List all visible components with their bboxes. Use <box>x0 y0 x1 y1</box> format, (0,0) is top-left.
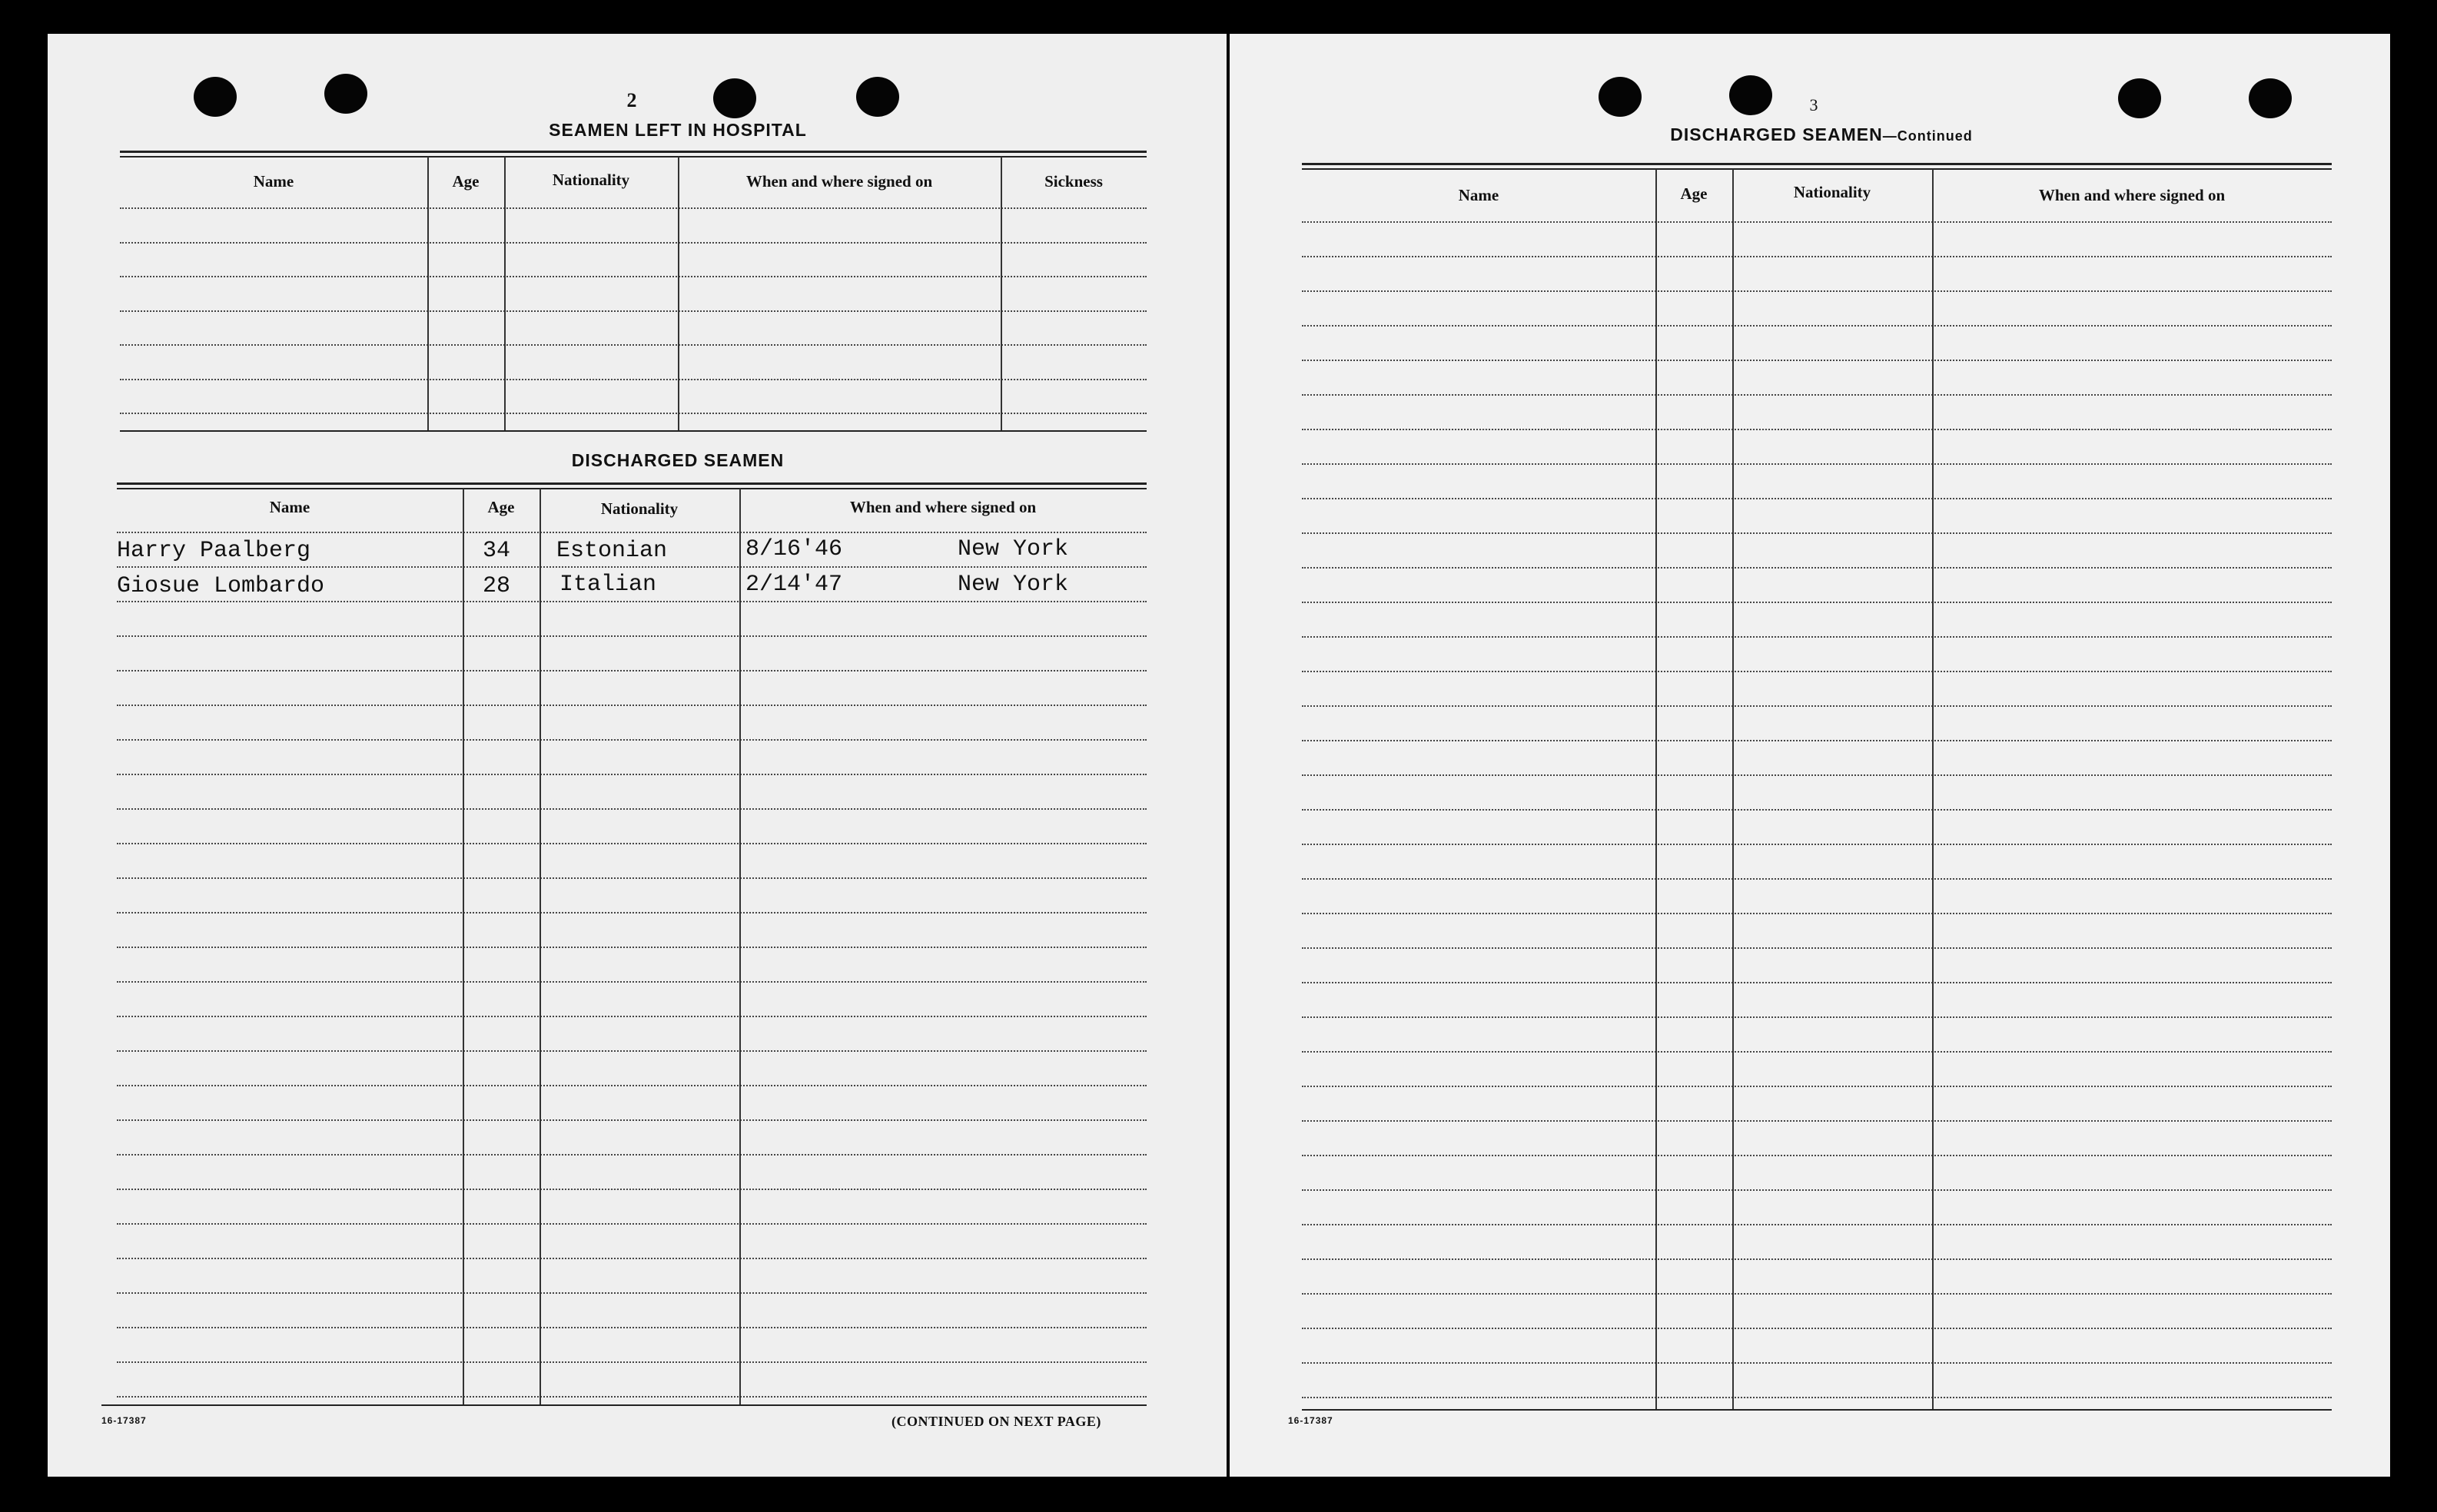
ruled-line <box>117 670 1147 671</box>
right-page <box>1230 34 2390 1477</box>
hospital-header-age: Age <box>452 172 480 191</box>
ruled-line <box>1302 809 2332 811</box>
ruled-line <box>117 1396 1147 1398</box>
ruled-line <box>117 566 1147 568</box>
ruled-line <box>117 635 1147 637</box>
discharged-header-signed-on: When and where signed on <box>849 498 1037 516</box>
ruled-line <box>1302 290 2332 292</box>
ruled-line <box>1302 740 2332 741</box>
ruled-line <box>1302 947 2332 949</box>
ruled-line <box>1302 1293 2332 1295</box>
punch-hole <box>194 77 237 117</box>
header-name: Name <box>1458 186 1499 204</box>
ruled-line <box>120 413 1147 414</box>
ruled-line <box>117 739 1147 741</box>
header-signed-on: When and where signed on <box>2038 186 2226 204</box>
ruled-line <box>120 207 1147 209</box>
row-1-name: Harry Paalberg <box>117 538 311 564</box>
continued-note: (CONTINUED ON NEXT PAGE) <box>891 1414 1101 1429</box>
hospital-table-top-rule-2 <box>120 156 1147 158</box>
ruled-line <box>120 344 1147 346</box>
ruled-line <box>1302 429 2332 430</box>
ruled-line <box>1302 1258 2332 1260</box>
ruled-line <box>1302 1224 2332 1225</box>
ruled-line <box>1302 1155 2332 1156</box>
hospital-header-nationality: Nationality <box>552 171 630 189</box>
ruled-line <box>117 774 1147 775</box>
discharged-table-top-rule-2 <box>117 488 1147 489</box>
row-1-place: New York <box>958 536 1069 562</box>
ruled-line <box>120 310 1147 312</box>
ruled-line <box>1302 1016 2332 1018</box>
ruled-line <box>1302 636 2332 638</box>
ruled-line <box>117 1050 1147 1052</box>
page-title <box>1552 124 2090 145</box>
discharged-table-bottom-rule <box>101 1404 1147 1406</box>
ruled-line <box>1302 878 2332 880</box>
column-divider <box>427 157 429 430</box>
ruled-line <box>1302 602 2332 603</box>
table-top-rule <box>1302 163 2332 165</box>
hospital-table-top-rule <box>120 151 1147 153</box>
hospital-table-bottom-rule <box>120 430 1147 432</box>
column-divider <box>504 157 506 430</box>
column-divider <box>1001 157 1002 430</box>
ruled-line <box>117 1189 1147 1190</box>
row-2-place: New York <box>958 572 1069 598</box>
row-1-age: 34 <box>483 538 511 564</box>
hospital-header-name: Name <box>253 172 294 191</box>
row-2-date: 2/14'47 <box>745 572 843 598</box>
ruled-line <box>120 276 1147 277</box>
ruled-line <box>1302 325 2332 327</box>
page-number: 2 <box>626 89 637 111</box>
row-2-nationality: Italian <box>559 572 657 598</box>
ruled-line <box>1302 463 2332 465</box>
ruled-line <box>1302 1120 2332 1122</box>
column-divider <box>739 489 741 1404</box>
punch-hole <box>1599 77 1642 117</box>
ruled-line <box>1302 1189 2332 1191</box>
row-2-name: Giosue Lombardo <box>117 573 325 599</box>
ruled-line <box>1302 221 2332 223</box>
row-1-nationality: Estonian <box>556 538 668 564</box>
punch-hole <box>856 77 899 117</box>
ruled-line <box>117 1016 1147 1017</box>
left-page <box>48 34 1227 1477</box>
punch-hole <box>324 74 367 114</box>
punch-hole <box>713 78 756 118</box>
ruled-line <box>1302 844 2332 845</box>
punch-hole <box>1729 75 1772 115</box>
right-table-bottom-rule <box>1302 1409 2332 1411</box>
ruled-line <box>1302 774 2332 776</box>
ruled-line <box>1302 671 2332 672</box>
ruled-line <box>117 1258 1147 1259</box>
column-divider <box>1932 169 1934 1409</box>
ruled-line <box>117 1119 1147 1121</box>
table-top-rule-2 <box>1302 168 2332 170</box>
ruled-line <box>1302 498 2332 499</box>
ruled-line <box>117 1154 1147 1156</box>
header-nationality: Nationality <box>1793 183 1871 201</box>
ruled-line <box>117 1361 1147 1363</box>
ruled-line <box>1302 982 2332 983</box>
ruled-line <box>1302 532 2332 534</box>
column-divider <box>1732 169 1734 1409</box>
ruled-line <box>1302 360 2332 361</box>
ruled-line <box>117 1327 1147 1328</box>
discharged-section-title: DISCHARGED SEAMEN <box>571 450 785 470</box>
punch-hole <box>2249 78 2292 118</box>
form-number: 16-17387 <box>101 1415 147 1426</box>
column-divider <box>678 157 679 430</box>
ruled-line <box>1302 1397 2332 1398</box>
ruled-line <box>1302 394 2332 396</box>
ruled-line <box>1302 567 2332 569</box>
ruled-line <box>117 843 1147 844</box>
page-title-suffix: —Continued <box>1882 128 1973 144</box>
ruled-line <box>1302 1362 2332 1364</box>
discharged-header-age: Age <box>487 498 515 516</box>
ruled-line <box>1302 705 2332 707</box>
ruled-line <box>120 379 1147 380</box>
ruled-line <box>120 242 1147 244</box>
ruled-line <box>1302 1086 2332 1087</box>
discharged-header-nationality: Nationality <box>600 499 679 518</box>
ruled-line <box>1302 256 2332 257</box>
ruled-line <box>117 877 1147 879</box>
ruled-line <box>117 601 1147 602</box>
punch-hole <box>2118 78 2161 118</box>
ruled-line <box>117 705 1147 706</box>
page-number: 3 <box>1809 95 1818 114</box>
ruled-line <box>117 1223 1147 1225</box>
discharged-header-name: Name <box>269 498 310 516</box>
row-1-date: 8/16'46 <box>745 536 843 562</box>
ruled-line <box>117 808 1147 810</box>
ruled-line <box>117 1085 1147 1086</box>
ruled-line <box>117 981 1147 983</box>
hospital-header-signed-on: When and where signed on <box>745 172 933 191</box>
ruled-line <box>117 912 1147 914</box>
discharged-table-top-rule <box>117 482 1147 485</box>
ruled-line <box>1302 1328 2332 1329</box>
column-divider <box>1655 169 1657 1409</box>
ruled-line <box>1302 1051 2332 1053</box>
ruled-line <box>117 947 1147 948</box>
header-age: Age <box>1680 184 1708 203</box>
hospital-header-sickness: Sickness <box>1044 172 1103 191</box>
page-title-main: DISCHARGED SEAMEN <box>1670 124 1883 144</box>
ruled-line <box>117 1292 1147 1294</box>
ruled-line <box>1302 913 2332 914</box>
form-number: 16-17387 <box>1288 1415 1333 1426</box>
hospital-section-title: SEAMEN LEFT IN HOSPITAL <box>549 120 807 140</box>
row-2-age: 28 <box>483 573 511 599</box>
column-divider <box>463 489 464 1404</box>
column-divider <box>540 489 541 1404</box>
ruled-line <box>117 532 1147 533</box>
